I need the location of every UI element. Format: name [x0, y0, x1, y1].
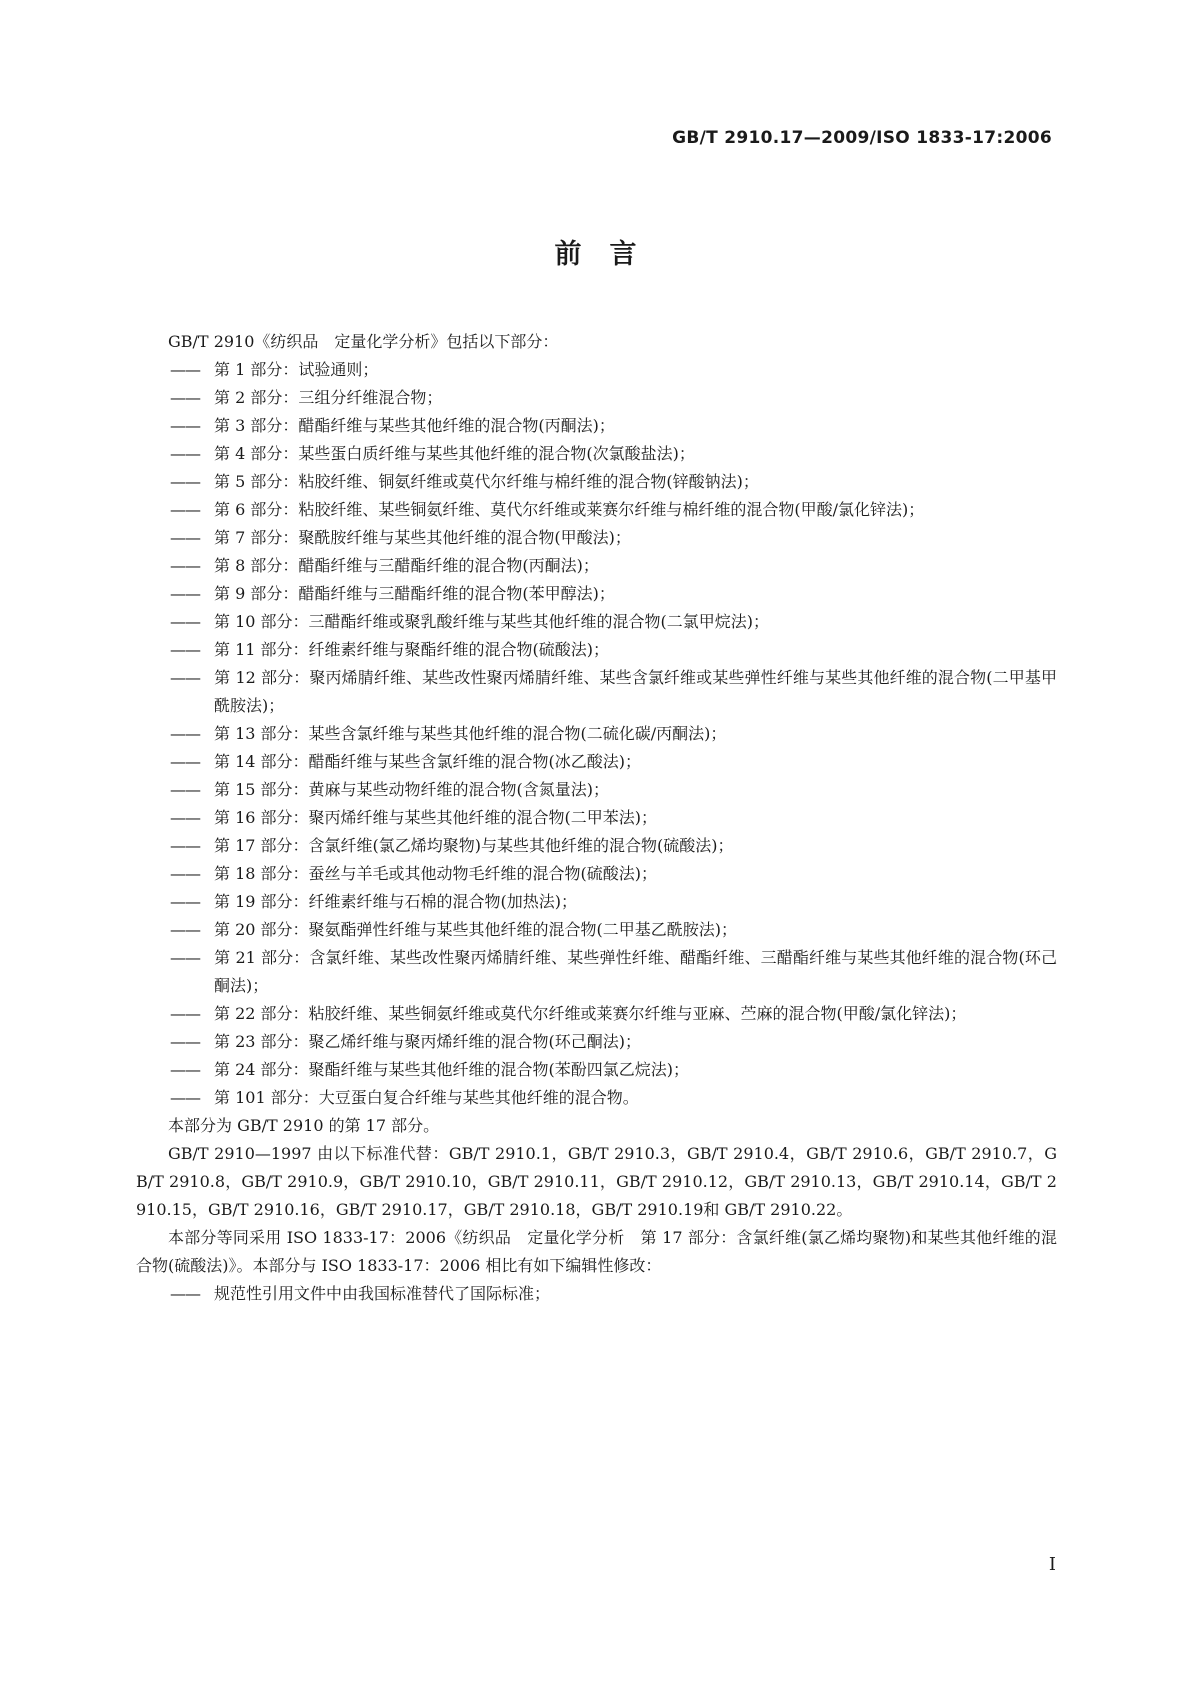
list-item	[136, 832, 1057, 860]
dash: ——	[170, 360, 200, 379]
list-item-text: 第 1 部分：试验通则；	[214, 360, 379, 379]
list-item-text: 第 7 部分：聚酰胺纤维与某些其他纤维的混合物(甲酸法)；	[214, 528, 631, 547]
list-item-text: 第 14 部分：醋酯纤维与某些含氯纤维的混合物(冰乙酸法)；	[214, 752, 642, 771]
list-item	[136, 524, 1057, 552]
list-item	[136, 496, 1057, 524]
dash: ——	[170, 472, 200, 491]
list-item	[136, 1000, 1057, 1028]
page-number: I	[1048, 1554, 1056, 1575]
dash: ——	[170, 444, 200, 463]
dash: ——	[170, 920, 200, 939]
list-item-text: 第 24 部分：聚酯纤维与某些其他纤维的混合物(苯酚四氯乙烷法)；	[214, 1060, 690, 1079]
list-item-text: 第 6 部分：粘胶纤维、某些铜氨纤维、莫代尔纤维或莱赛尔纤维与棉纤维的混合物(甲酸/氯化锌法)；	[214, 500, 925, 519]
list-item-text: 第 8 部分：醋酯纤维与三醋酯纤维的混合物(丙酮法)；	[214, 556, 599, 575]
list-item-text: 第 11 部分：纤维素纤维与聚酯纤维的混合物(硫酸法)；	[214, 640, 610, 659]
list-item-text: 第 12 部分：聚丙烯腈纤维、某些改性聚丙烯腈纤维、某些含氯纤维或某些弹性纤维与某些其他纤维的混合物(二甲基甲酰胺法)；	[214, 668, 1057, 715]
list-item	[136, 916, 1057, 944]
list-item	[136, 1084, 1057, 1112]
list-item-text: 第 22 部分：粘胶纤维、某些铜氨纤维或莫代尔纤维或莱赛尔纤维与亚麻、苎麻的混合物(甲酸/氯化锌法)；	[214, 1004, 967, 1023]
dash: ——	[170, 752, 200, 771]
dash: ——	[170, 1004, 200, 1023]
dash: ——	[170, 388, 200, 407]
list-item	[136, 580, 1057, 608]
dash: ——	[170, 808, 200, 827]
intro-paragraph: GB/T 2910《纺织品 定量化学分析》包括以下部分：	[168, 332, 559, 351]
dash: ——	[170, 724, 200, 743]
page-title: 前言	[554, 239, 665, 270]
list-item	[136, 440, 1057, 468]
dash: ——	[170, 640, 200, 659]
dash: ——	[170, 836, 200, 855]
list-item-text: 第 16 部分：聚丙烯纤维与某些其他纤维的混合物(二甲苯法)；	[214, 808, 658, 827]
list-item	[136, 552, 1057, 580]
list-item	[136, 748, 1057, 776]
standard-number-header: GB/T 2910.17—2009/ISO 1833-17:2006	[672, 128, 1052, 148]
dash: ——	[170, 584, 200, 603]
dash: ——	[170, 528, 200, 547]
list-item	[136, 776, 1057, 804]
list-item	[136, 664, 1057, 720]
dash: ——	[170, 416, 200, 435]
list-item-text: 第 17 部分：含氯纤维(氯乙烯均聚物)与某些其他纤维的混合物(硫酸法)；	[214, 836, 734, 855]
list-item	[136, 636, 1057, 664]
part-statement-paragraph: 本部分为 GB/T 2910 的第 17 部分。	[168, 1116, 440, 1135]
list-item	[136, 608, 1057, 636]
list-item-text: 第 15 部分：黄麻与某些动物纤维的混合物(含氮量法)；	[214, 780, 610, 799]
dash: ——	[170, 500, 200, 519]
modifications-list	[136, 1280, 1057, 1308]
list-item-text: 第 9 部分：醋酯纤维与三醋酯纤维的混合物(苯甲醇法)；	[214, 584, 615, 603]
list-item-text: 第 101 部分：大豆蛋白复合纤维与某些其他纤维的混合物。	[214, 1088, 639, 1107]
list-item	[136, 356, 1057, 384]
list-item-text: 第 18 部分：蚕丝与羊毛或其他动物毛纤维的混合物(硫酸法)；	[214, 864, 658, 883]
parts-list	[136, 356, 1057, 1112]
list-item-text: 第 10 部分：三醋酯纤维或聚乳酸纤维与某些其他纤维的混合物(二氯甲烷法)；	[214, 612, 770, 631]
adoption-paragraph: 本部分等同采用 ISO 1833-17：2006《纺织品 定量化学分析 第 17 部分：含氯纤维(氯乙烯均聚物)和某些其他纤维的混合物(硫酸法)》。本部分与 ISO 1833-17：2006 相比有如下编辑性修改：	[136, 1228, 1057, 1275]
replacement-paragraph: GB/T 2910—1997 由以下标准代替：GB/T 2910.1，GB/T 2910.3，GB/T 2910.4，GB/T 2910.6，GB/T 2910.7，GB/T 2910.8，GB/T 2910.9，GB/T 2910.10，GB/T 2910.11，GB/T 2910.12，GB/T 2910.13，GB/T 2910.14，GB/T 2910.15，GB/T 2910.16，GB/T 2910.17，GB/T 2910.18，GB/T 2910.19和 GB/T 2910.22。	[136, 1144, 1057, 1219]
foreword-body	[136, 328, 1057, 1308]
list-item	[136, 804, 1057, 832]
list-item-text: 规范性引用文件中由我国标准替代了国际标准；	[214, 1284, 551, 1303]
list-item-text: 第 4 部分：某些蛋白质纤维与某些其他纤维的混合物(次氯酸盐法)；	[214, 444, 695, 463]
list-item	[136, 944, 1057, 1000]
dash: ——	[170, 1284, 200, 1303]
list-item	[136, 720, 1057, 748]
dash: ——	[170, 780, 200, 799]
dash: ——	[170, 668, 200, 687]
dash: ——	[170, 1032, 200, 1051]
list-item	[136, 384, 1057, 412]
list-item	[136, 888, 1057, 916]
dash: ——	[170, 892, 200, 911]
list-item-text: 第 23 部分：聚乙烯纤维与聚丙烯纤维的混合物(环己酮法)；	[214, 1032, 642, 1051]
list-item-text: 第 21 部分：含氯纤维、某些改性聚丙烯腈纤维、某些弹性纤维、醋酯纤维、三醋酯纤维与某些其他纤维的混合物(环己酮法)；	[214, 948, 1057, 995]
dash: ——	[170, 1060, 200, 1079]
list-item-text: 第 3 部分：醋酯纤维与某些其他纤维的混合物(丙酮法)；	[214, 416, 615, 435]
dash: ——	[170, 556, 200, 575]
list-item-text: 第 13 部分：某些含氯纤维与某些其他纤维的混合物(二硫化碳/丙酮法)；	[214, 724, 727, 743]
list-item-text: 第 2 部分：三组分纤维混合物；	[214, 388, 443, 407]
dash: ——	[170, 1088, 200, 1107]
list-item	[136, 468, 1057, 496]
list-item-text: 第 19 部分：纤维素纤维与石棉的混合物(加热法)；	[214, 892, 578, 911]
list-item-text: 第 5 部分：粘胶纤维、铜氨纤维或莫代尔纤维与棉纤维的混合物(锌酸钠法)；	[214, 472, 759, 491]
list-item	[136, 860, 1057, 888]
list-item	[136, 1280, 1057, 1308]
list-item	[136, 1028, 1057, 1056]
dash: ——	[170, 948, 200, 967]
list-item	[136, 1056, 1057, 1084]
list-item-text: 第 20 部分：聚氨酯弹性纤维与某些其他纤维的混合物(二甲基乙酰胺法)；	[214, 920, 738, 939]
dash: ——	[170, 612, 200, 631]
list-item	[136, 412, 1057, 440]
dash: ——	[170, 864, 200, 883]
